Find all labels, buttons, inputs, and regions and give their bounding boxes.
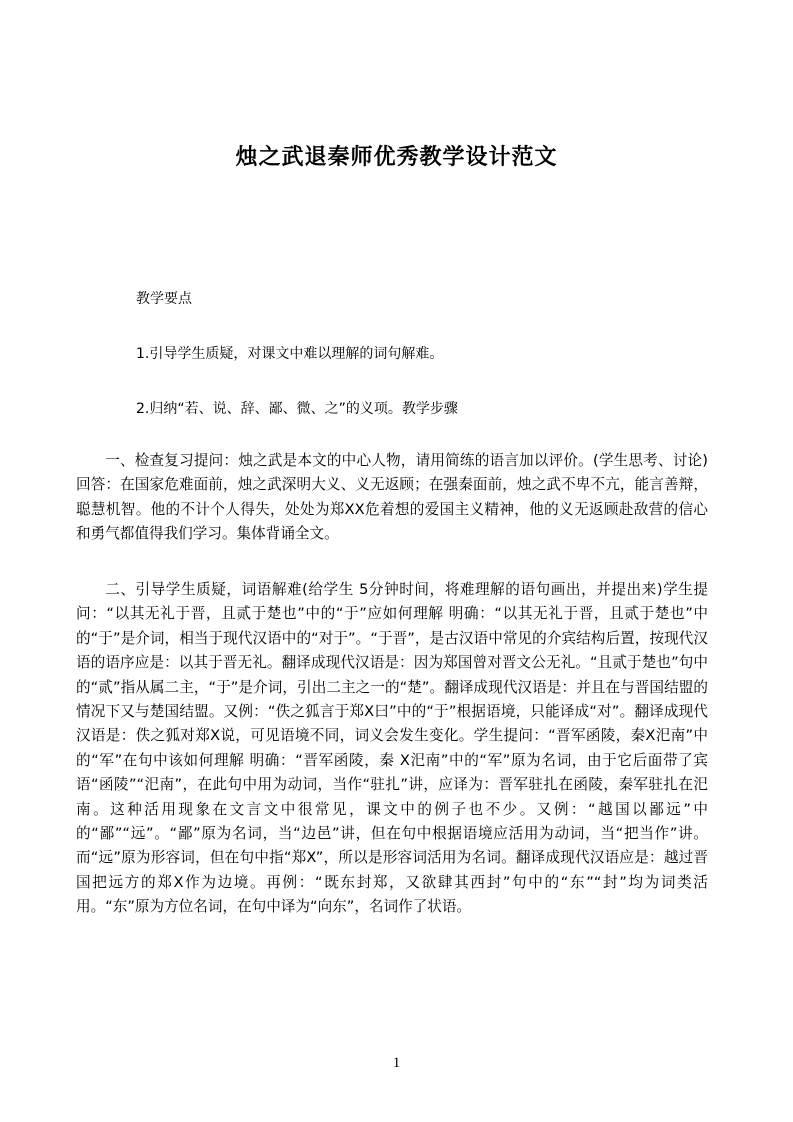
- point-1: 1.引导学生质疑，对课文中难以理解的词句解难。: [136, 346, 444, 362]
- point-2: 2.归纳“若、说、辞、鄙、微、之”的义项。教学步骤: [136, 401, 458, 417]
- page-number: 1: [392, 1055, 401, 1071]
- paragraph-questions: 二、引导学生质疑，词语解难(给学生 5分钟时间，将难理解的语句画出，并提出来)学生提问：“以其无礼于晋，且贰于楚也”中的“于”应如何理解 明确：“以其无礼于晋，且贰于楚也”中的“于”是介词，相当于现代汉语中的“对于”。“于晋”，是古汉语中常见的介宾结构后置，按现代汉语的语序应是：以其于晋无礼。翻译成现代汉语是：因为郑国曾对晋文公无礼。“且贰于楚也”句中的“贰”指从属二主，“于”是介词，引出二主之一的“楚”。翻译成现代汉语是：并且在与晋国结盟的情况下又与楚国结盟。又例：“佚之狐言于郑X曰”中的“于”根据语境，只能译成“对”。翻译成现代汉语是：佚之狐对郑X说，可见语境不同，词义会发生变化。学生提问：“晋军函陵，秦X汜南”中的“军”在句中该如何理解 明确：“晋军函陵，秦 X汜南”中的“军”原为名词，由于它后面带了宾语“函陵”“汜南”，在此句中用为动词，当作“驻扎”讲，应译为：晋军驻扎在函陵，秦军驻扎在汜南。这种活用现象在文言文中很常见，课文中的例子也不少。又例：“越国以鄙远”中的“鄙”“远”。“鄙”原为名词，当“边邑”讲，但在句中根据语境应活用为动词，当“把当作”讲。而“远”原为形容词，但在句中指“郑X”，所以是形容词活用为名词。翻译成现代汉语应是：越过晋国把远方的郑X作为边境。再例：“既东封郑，又欲肆其西封”句中的“东”“封”均为词类活用。“东”原为方位名词，在句中译为“向东”，名词作了状语。: [76, 581, 708, 916]
- section-heading: 教学要点: [136, 291, 192, 307]
- document-title: 烛之武退秦师优秀教学设计范文: [235, 145, 558, 170]
- paragraph-review: 一、检查复习提问：烛之武是本文的中心人物，请用简练的语言加以评价。(学生思考、讨论)回答：在国家危难面前，烛之武深明大义、义无返顾；在强秦面前，烛之武不卑不亢，能言善辩，聪慧机智。他的不计个人得失，处处为郑XX危着想的爱国主义精神，他的义无返顾赴敌营的信心和勇气都值得我们学习。集体背诵全文。: [76, 452, 708, 543]
